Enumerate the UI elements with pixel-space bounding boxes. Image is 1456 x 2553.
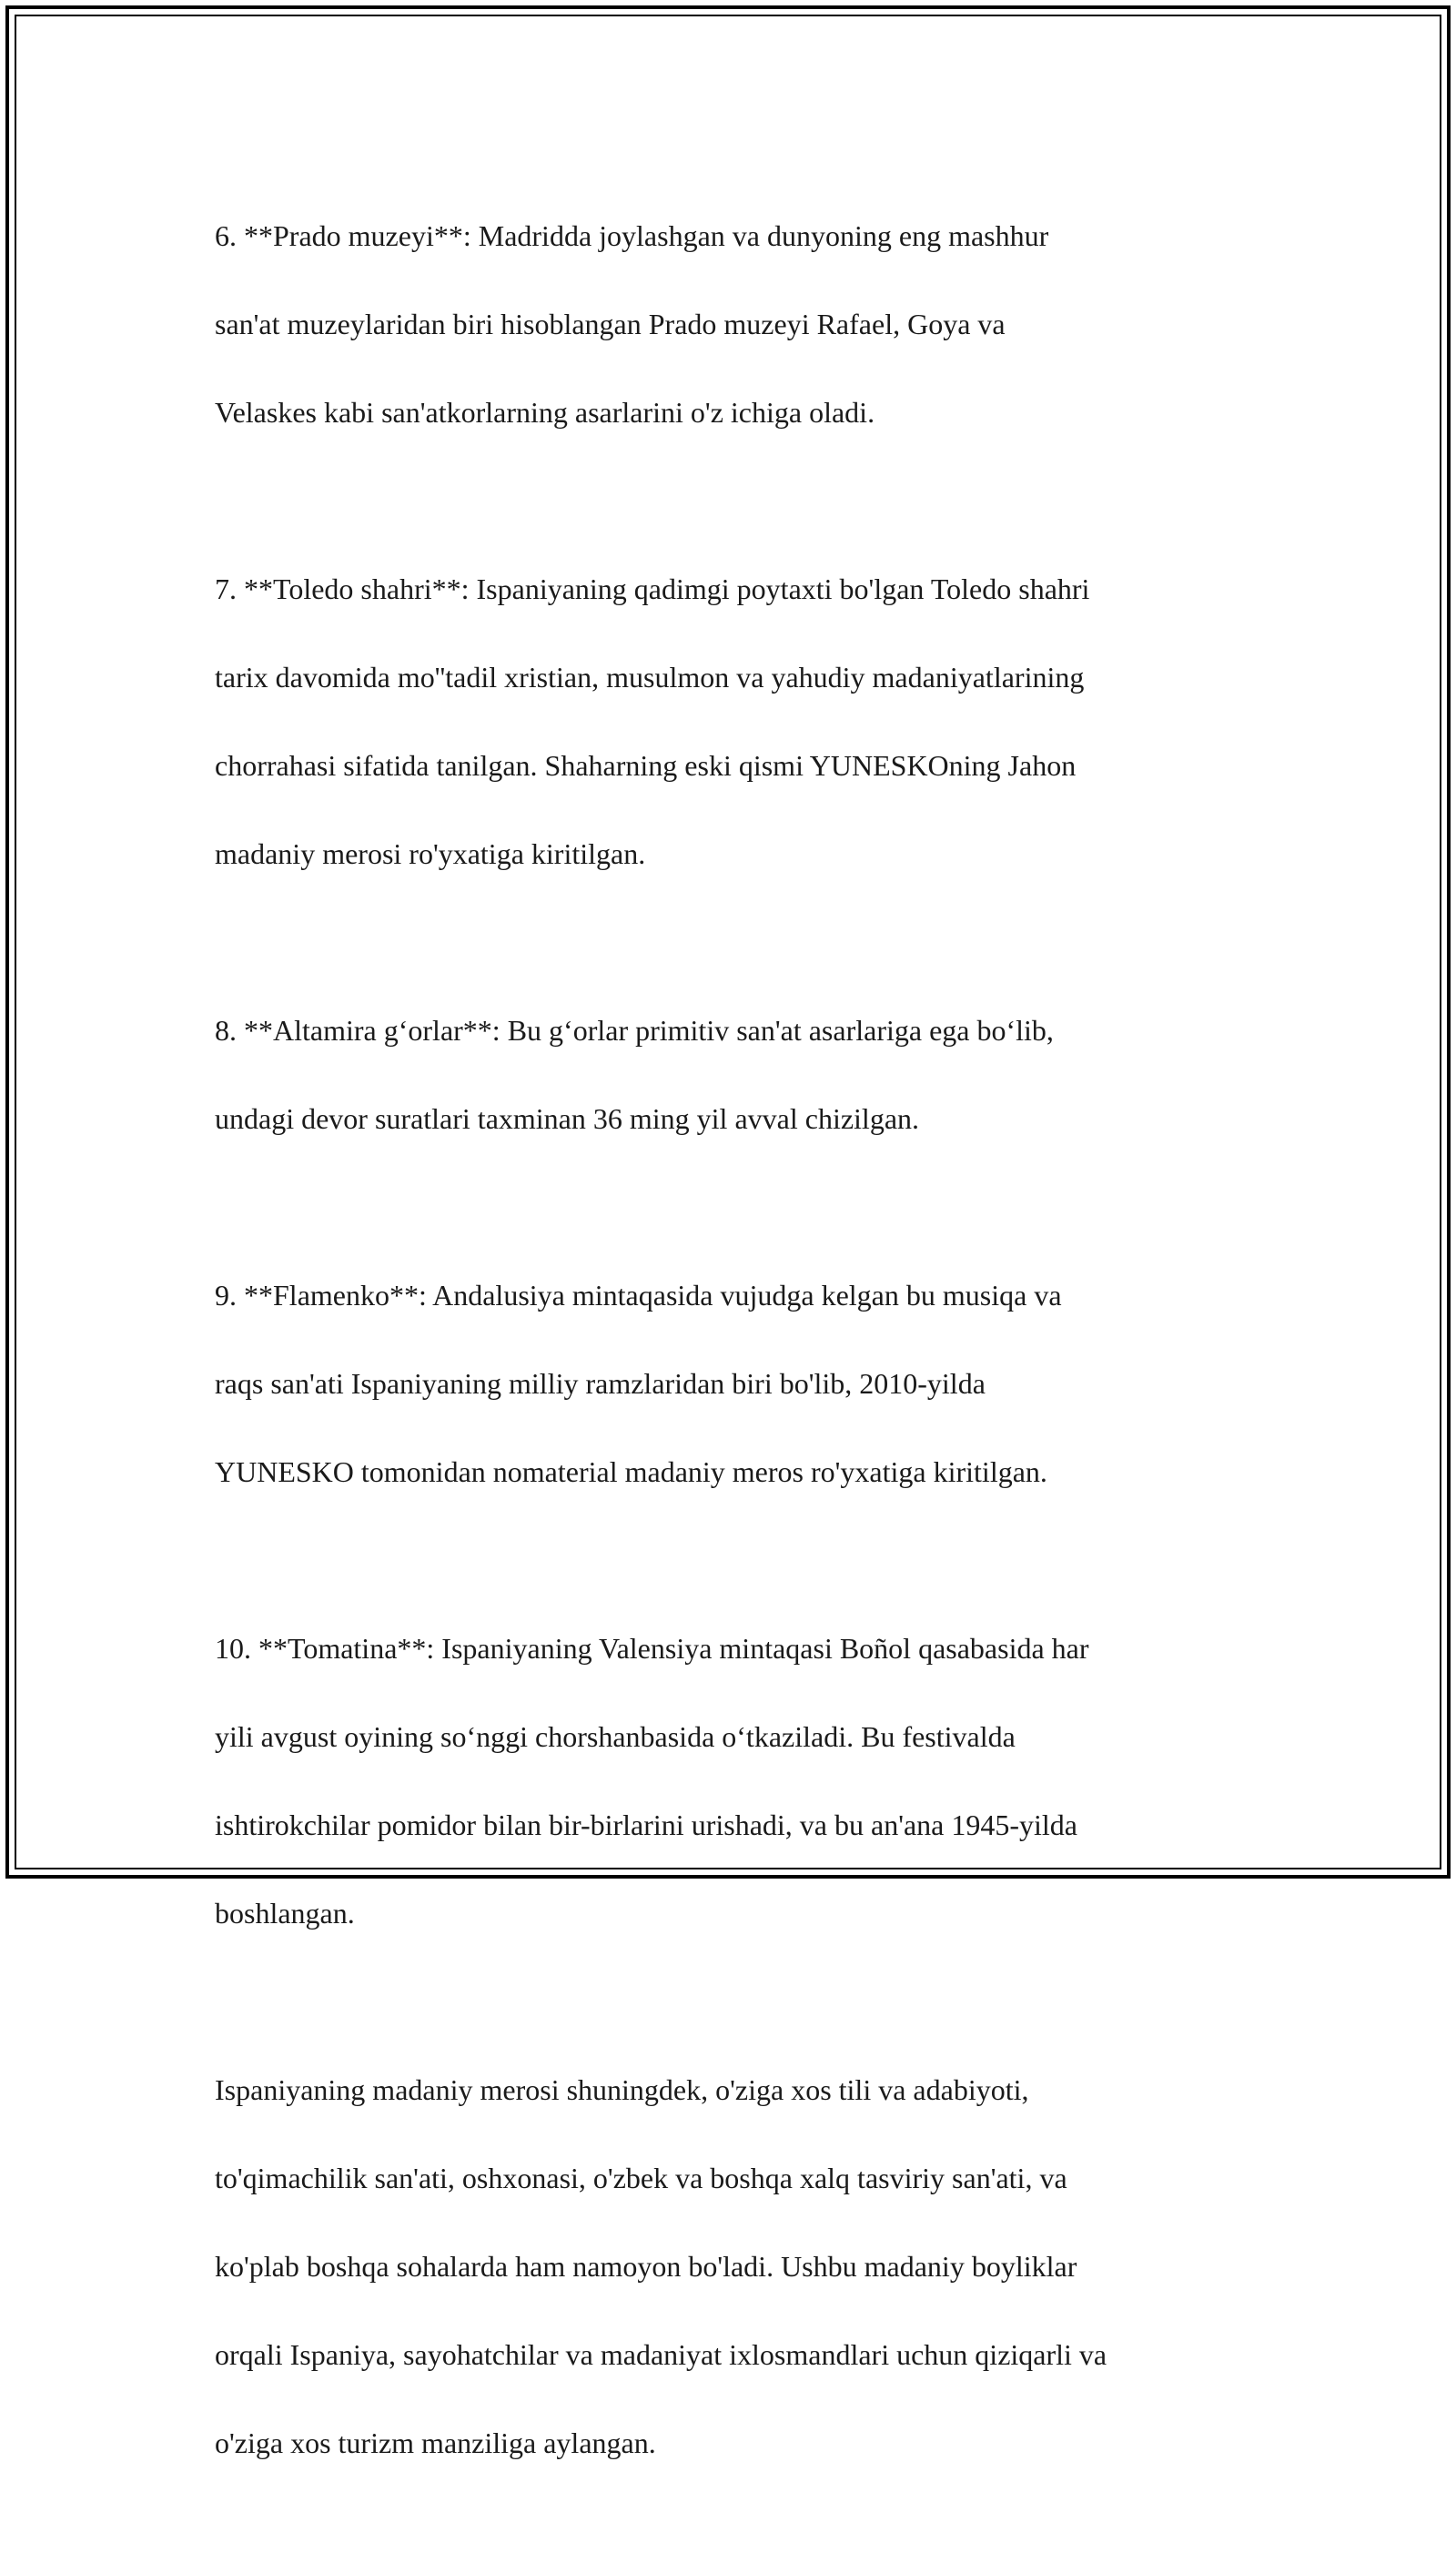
text-line: 7. **Toledo shahri**: Ispaniyaning qadimgi poytaxti bo'lgan Toledo shahri — [215, 572, 1090, 605]
paragraph-altamira — [215, 964, 1270, 1185]
text-line: Velaskes kabi san'atkorlarning asarlarini o'z ichiga oladi. — [215, 395, 875, 429]
text-line: boshlangan. — [215, 1896, 355, 1930]
text-line: o'ziga xos turizm manziliga aylangan. — [215, 2426, 656, 2459]
text-line: ishtirokchilar pomidor bilan bir-birlarini urishadi, va bu an'ana 1945-yilda — [215, 1808, 1077, 1841]
text-line: san'at muzeylaridan biri hisoblangan Prado muzeyi Rafael, Goya va — [215, 307, 1006, 340]
document-body — [215, 169, 1270, 2553]
text-line: 9. **Flamenko**: Andalusiya mintaqasida vujudga kelgan bu musiqa va — [215, 1278, 1062, 1312]
paragraph-conclusion — [215, 2023, 1270, 2509]
text-line: undagi devor suratlari taxminan 36 ming yil avval chizilgan. — [215, 1101, 920, 1135]
text-line: YUNESKO tomonidan nomaterial madaniy meros ro'yxatiga kiritilgan. — [215, 1454, 1047, 1488]
text-line: chorrahasi sifatida tanilgan. Shaharning eski qismi YUNESKOning Jahon — [215, 748, 1077, 782]
text-line: madaniy merosi ro'yxatiga kiritilgan. — [215, 836, 646, 870]
paragraph-tomatina — [215, 1582, 1270, 1980]
text-line: orqali Ispaniya, sayohatchilar va madaniyat ixlosmandlari uchun qiziqarli va — [215, 2337, 1107, 2371]
text-line: 10. **Tomatina**: Ispaniyaning Valensiya mintaqasi Boñol qasabasida har — [215, 1631, 1089, 1665]
text-line: ko'plab boshqa sohalarda ham namoyon bo'ladi. Ushbu madaniy boyliklar — [215, 2249, 1077, 2283]
text-line: to'qimachilik san'ati, oshxonasi, o'zbek va boshqa xalq tasviriy san'ati, va — [215, 2161, 1067, 2194]
text-line: raqs san'ati Ispaniyaning milliy ramzlaridan biri bo'lib, 2010-yilda — [215, 1366, 986, 1400]
text-line: Ispaniyaning madaniy merosi shuningdek, o'ziga xos tili va adabiyoti, — [215, 2072, 1029, 2106]
text-line: 6. **Prado muzeyi**: Madridda joylashgan va dunyoning eng mashhur — [215, 218, 1049, 252]
paragraph-flamenko — [215, 1229, 1270, 1538]
paragraph-toledo — [215, 522, 1270, 920]
text-line: 8. **Altamira g‘orlar**: Bu g‘orlar primitiv san'at asarlariga ega bo‘lib, — [215, 1013, 1054, 1047]
text-line: tarix davomida mo''tadil xristian, musulmon va yahudiy madaniyatlarining — [215, 660, 1085, 694]
text-line: yili avgust oyining so‘nggi chorshanbasida o‘tkaziladi. Bu festivalda — [215, 1719, 1016, 1753]
paragraph-prado — [215, 169, 1270, 479]
